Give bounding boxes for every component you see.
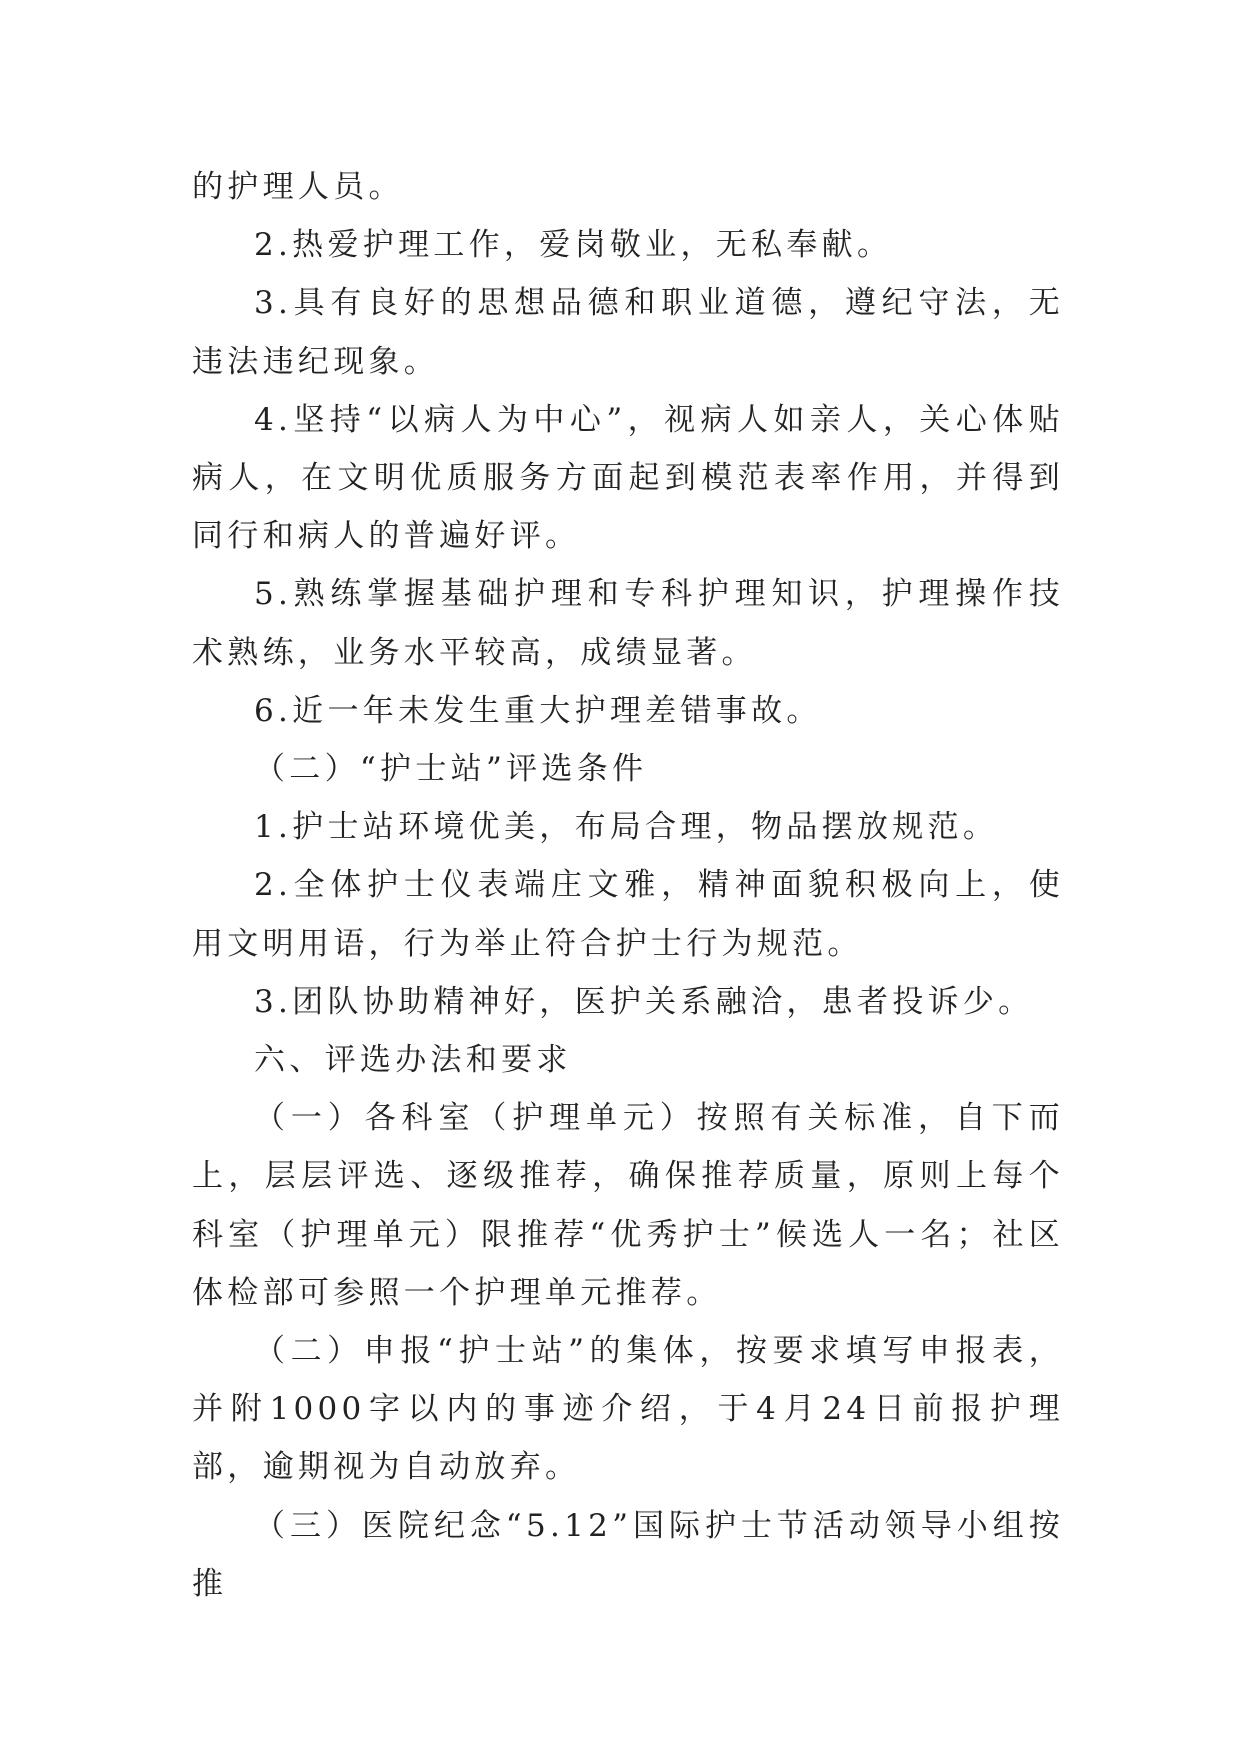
paragraph-method-3: （三）医院纪念“5.12”国际护士节活动领导小组按推: [192, 1507, 1064, 1602]
document-body: [192, 158, 1064, 1613]
paragraph-condition-2-3: 3.团队协助精神好，医护关系融洽，患者投诉少。: [254, 983, 1034, 1020]
paragraph-condition-1-5: 5.熟练掌握基础护理和专科护理知识，护理操作技术熟练，业务水平较高，成绩显著。: [192, 576, 1064, 671]
paragraph-condition-1-4: 4.坚持“以病人为中心”，视病人如亲人，关心体贴病人，在文明优质服务方面起到模范表率作用，并得到同行和病人的普遍好评。: [192, 401, 1064, 555]
paragraph-condition-2-2: 2.全体护士仪表端庄文雅，精神面貌积极向上，使用文明用语，行为举止符合护士行为规范。: [192, 867, 1064, 962]
paragraph-condition-2-1: 1.护士站环境优美，布局合理，物品摆放规范。: [254, 809, 999, 846]
section-heading-methods: 六、评选办法和要求: [254, 1042, 572, 1079]
subheading-nurse-station-criteria: （二）“护士站”评选条件: [254, 751, 648, 788]
paragraph-condition-1-3: 3.具有良好的思想品德和职业道德，遵纪守法，无违法违纪现象。: [192, 285, 1064, 380]
paragraph-method-2: （二）申报“护士站”的集体，按要求填写申报表，并附1000字以内的事迹介绍，于4月24日前报护理部，逾期视为自动放弃。: [192, 1333, 1064, 1486]
paragraph-condition-1-2: 2.热爱护理工作，爱岗敬业，无私奉献。: [254, 227, 893, 264]
paragraph-continuation: 的护理人员。: [192, 169, 404, 205]
paragraph-method-1: （一）各科室（护理单元）按照有关标准，自下而上，层层评选、逐级推荐，确保推荐质量，原则上每个科室（护理单元）限推荐“优秀护士”候选人一名；社区体检部可参照一个护理单元推荐。: [192, 1100, 1064, 1311]
paragraph-condition-1-6: 6.近一年未发生重大护理差错事故。: [254, 692, 822, 729]
